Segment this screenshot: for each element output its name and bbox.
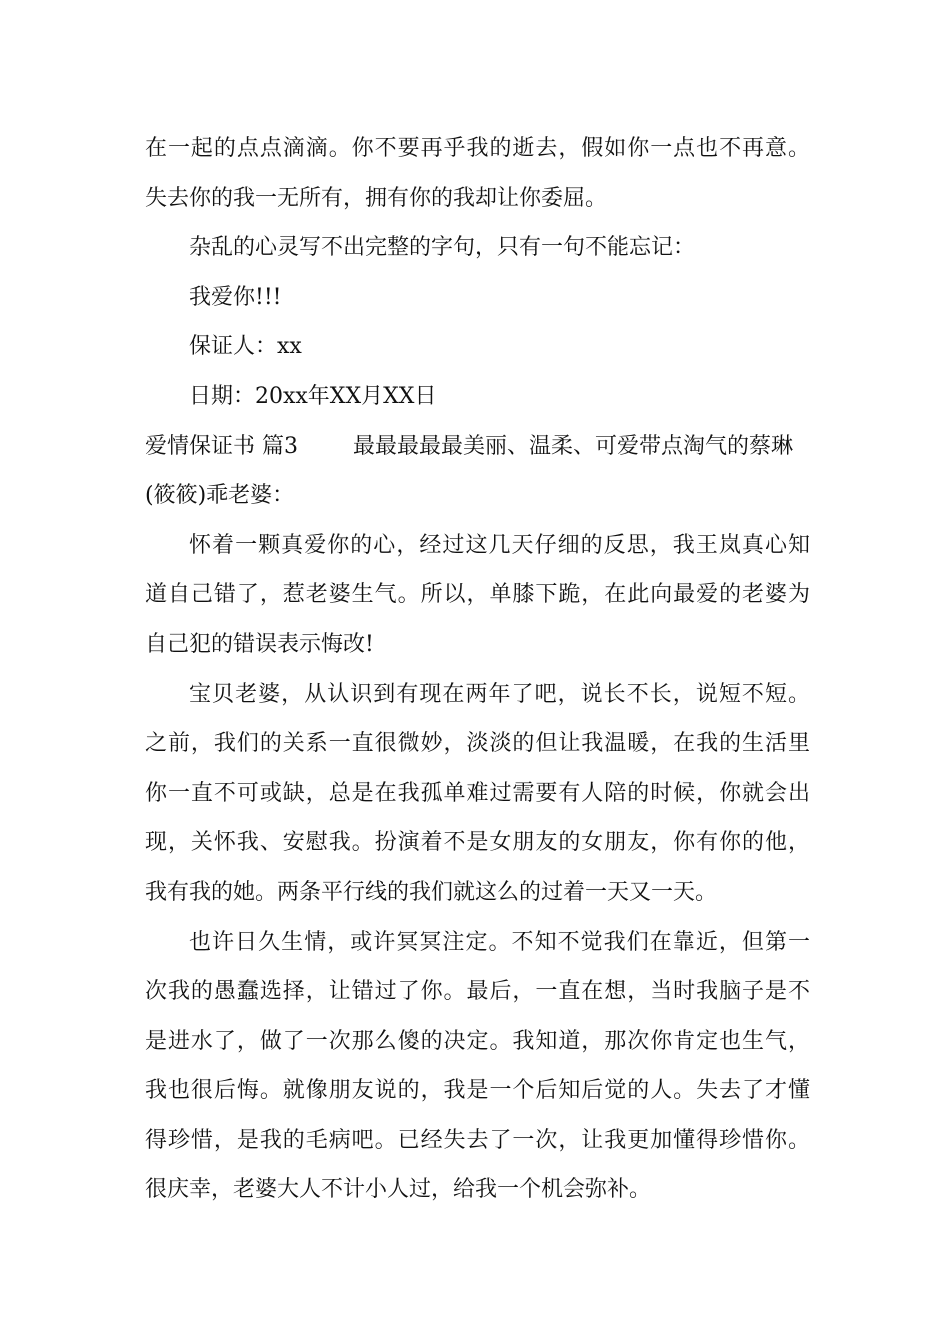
body-line: 怀着一颗真爱你的心，经过这几天仔细的反思，我王岚真心知 — [189, 532, 810, 558]
body-line: 之前，我们的关系一直很微妙，淡淡的但让我温暖，在我的生活里 — [145, 731, 810, 757]
date-line: 日期：20xx年XX月XX日 — [189, 383, 437, 409]
body-line: 我有我的她。两条平行线的我们就这么的过着一天又一天。 — [145, 879, 718, 905]
body-line: 也许日久生情，或许冥冥注定。不知不觉我们在靠近，但第一 — [189, 929, 810, 955]
guarantor-line: 保证人：xx — [189, 334, 302, 360]
section-heading-line — [145, 426, 810, 476]
body-line: 现，关怀我、安慰我。扮演着不是女朋友的女朋友，你有你的他， — [145, 830, 810, 856]
body-line: 是进水了，做了一次那么傻的决定。我知道，那次你肯定也生气， — [145, 1028, 810, 1054]
body-line: 次我的愚蠢选择，让错过了你。最后，一直在想，当时我脑子是不 — [145, 979, 810, 1005]
document-body — [145, 128, 810, 1219]
body-line: 我爱你!!! — [189, 284, 282, 310]
salutation-end: (筱筱)乖老婆： — [145, 483, 295, 509]
body-line: 宝贝老婆，从认识到有现在两年了吧，说长不长，说短不短。 — [189, 681, 810, 707]
body-line: 得珍惜，是我的毛病吧。已经失去了一次，让我更加懂得珍惜你。 — [145, 1127, 810, 1153]
section-heading: 爱情保证书 篇3 — [145, 433, 298, 459]
body-line: 杂乱的心灵写不出完整的字句，只有一句不能忘记： — [189, 235, 696, 261]
body-line: 我也很后悔。就像朋友说的，我是一个后知后觉的人。失去了才懂 — [145, 1078, 810, 1104]
body-line: 在一起的点点滴滴。你不要再乎我的逝去，假如你一点也不再意。 — [145, 136, 810, 161]
body-line: 失去你的我一无所有，拥有你的我却让你委屈。 — [145, 185, 608, 211]
body-line: 你一直不可或缺，总是在我孤单难过需要有人陪的时候，你就会出 — [145, 780, 810, 806]
body-line: 很庆幸，老婆大人不计小人过，给我一个机会弥补。 — [145, 1177, 652, 1203]
body-line: 道自己错了，惹老婆生气。所以，单膝下跪，在此向最爱的老婆为 — [145, 582, 810, 608]
salutation-start: 最最最最最美丽、温柔、可爱带点淘气的蔡琳 — [353, 433, 794, 459]
body-line: 自己犯的错误表示悔改! — [145, 631, 374, 657]
